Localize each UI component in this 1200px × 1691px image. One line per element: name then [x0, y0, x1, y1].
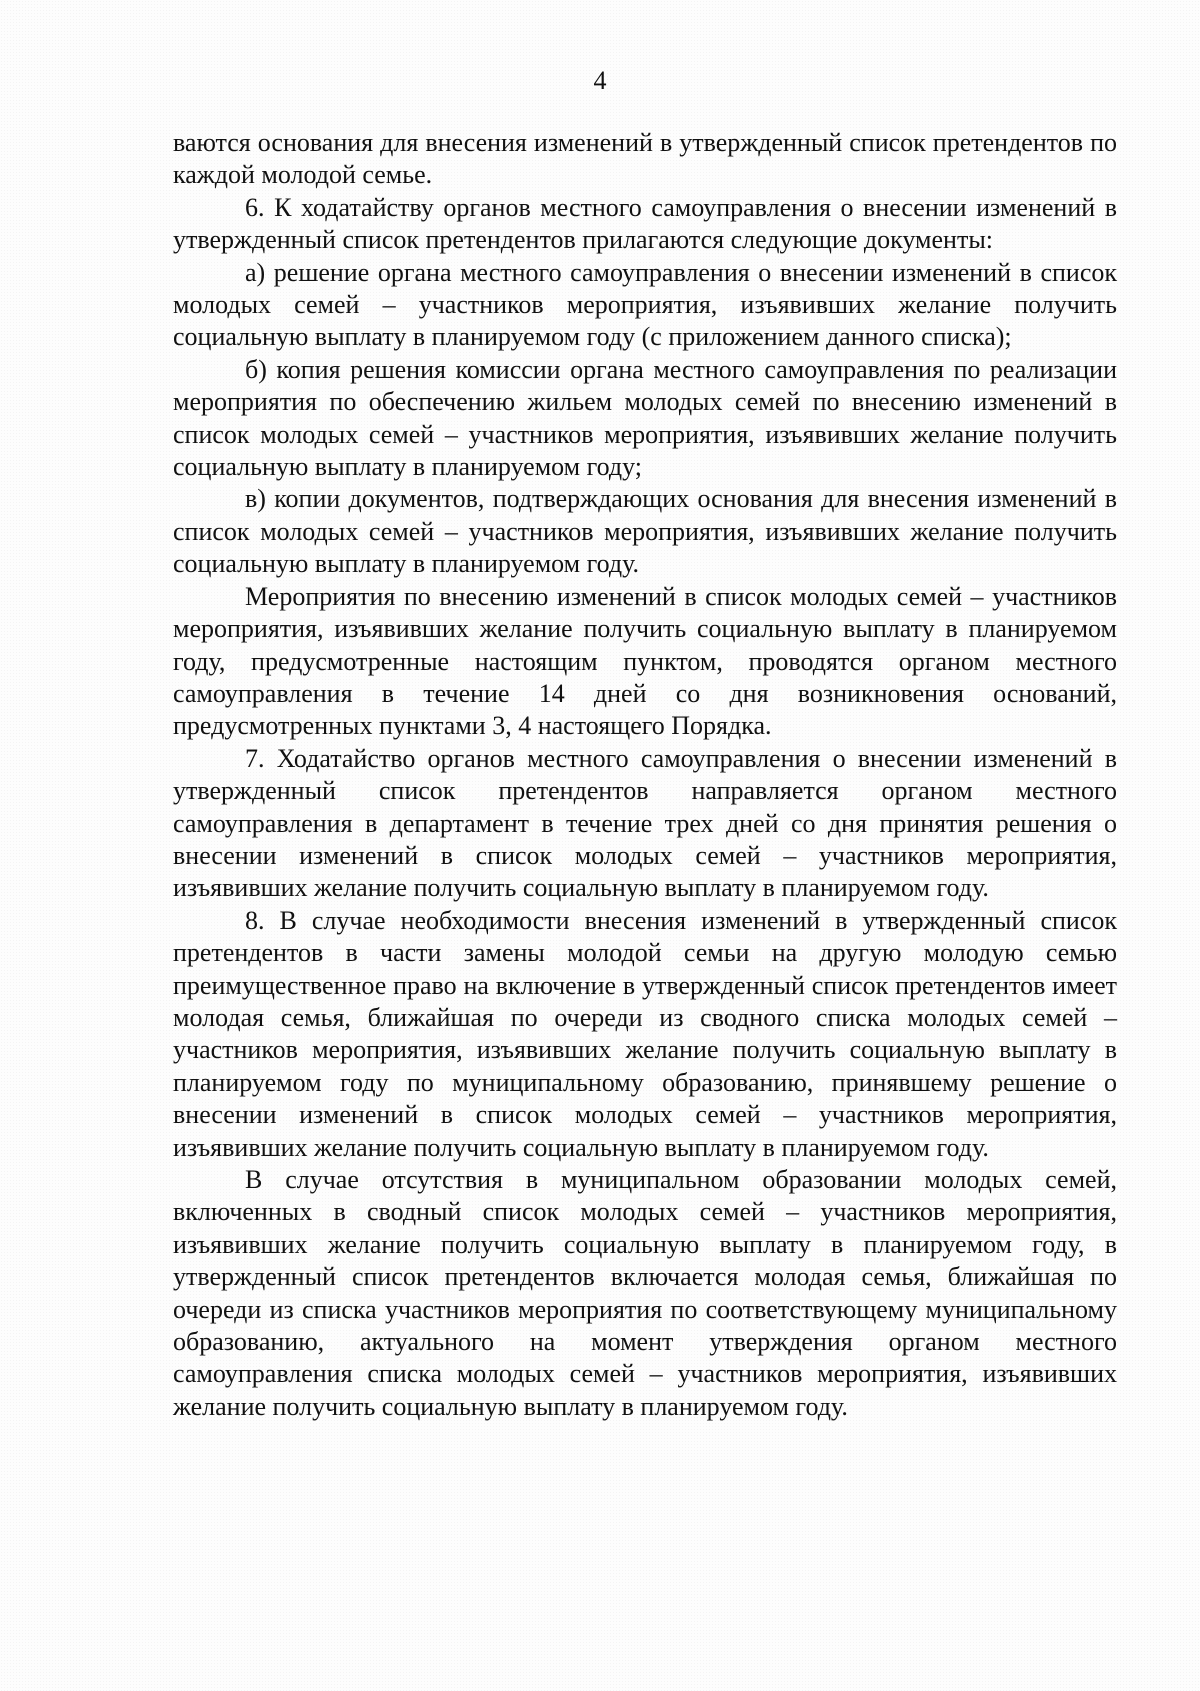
- paragraph-subitem-b: б) копия решения комиссии органа местного самоуправления по реализации мероприятия по обеспечению жильем молодых семей по внесению изменений в список молодых семей – участников мероприятия, изъявивших желание получить социальную выплату в планируемом году;: [173, 354, 1117, 482]
- paragraph-item-8: 8. В случае необходимости внесения изменений в утвержденный список претендентов в части замены молодой семьи на другую молодую семью преимущественное право на включение в утвержденный список претендентов имеет молодая семья, ближайшая по очереди из сводного списка молодых семей – участников мероприятия, изъявивших желание получить социальную выплату в планируемом году по муниципальному образованию, принявшему решение о внесении изменений в список молодых семей – участников мероприятия, изъявивших желание получить социальную выплату в планируемом году.: [173, 905, 1117, 1162]
- paragraph-measures: Мероприятия по внесению изменений в список молодых семей – участников мероприятия, изъявивших желание получить социальную выплату в планируемом году, предусмотренные настоящим пунктом, проводятся органом местного самоуправления в течение 14 дней со дня возникновения оснований, предусмотренных пунктами 3, 4 настоящего Порядка.: [173, 581, 1117, 741]
- paragraph-absence-case: В случае отсутствия в муниципальном образовании молодых семей, включенных в сводный список молодых семей – участников мероприятия, изъявивших желание получить социальную выплату в планируемом году, в утвержденный список претендентов включается молодая семья, ближайшая по очереди из списка участников мероприятия по соответствующему муниципальному образованию, актуального на момент утверждения органом местного самоуправления списка молодых семей – участников мероприятия, изъявивших желание получить социальную выплату в планируемом году.: [173, 1165, 1117, 1421]
- paragraph-continuation: ваются основания для внесения изменений в утвержденный список претендентов по каждой молодой семье.: [173, 128, 1117, 190]
- paragraph-item-6: 6. К ходатайству органов местного самоуправления о внесении изменений в утвержденный список претендентов прилагаются следующие документы:: [173, 192, 1117, 255]
- paragraph-item-7: 7. Ходатайство органов местного самоуправления о внесении изменений в утвержденный список претендентов направляется органом местного самоуправления в департамент в течение трех дней со дня принятия решения о внесении изменений в список молодых семей – участников мероприятия, изъявивших желание получить социальную выплату в планируемом году.: [173, 743, 1117, 903]
- paragraph-subitem-a: а) решение органа местного самоуправления о внесении изменений в список молодых семей – участников мероприятия, изъявивших желание получить социальную выплату в планируемом году (с приложением данного списка);: [173, 257, 1117, 352]
- paragraph-subitem-v: в) копии документов, подтверждающих основания для внесения изменений в список молодых семей – участников мероприятия, изъявивших желание получить социальную выплату в планируемом году.: [173, 484, 1117, 579]
- document-body: [173, 127, 1117, 1423]
- page-number: 4: [593, 66, 607, 95]
